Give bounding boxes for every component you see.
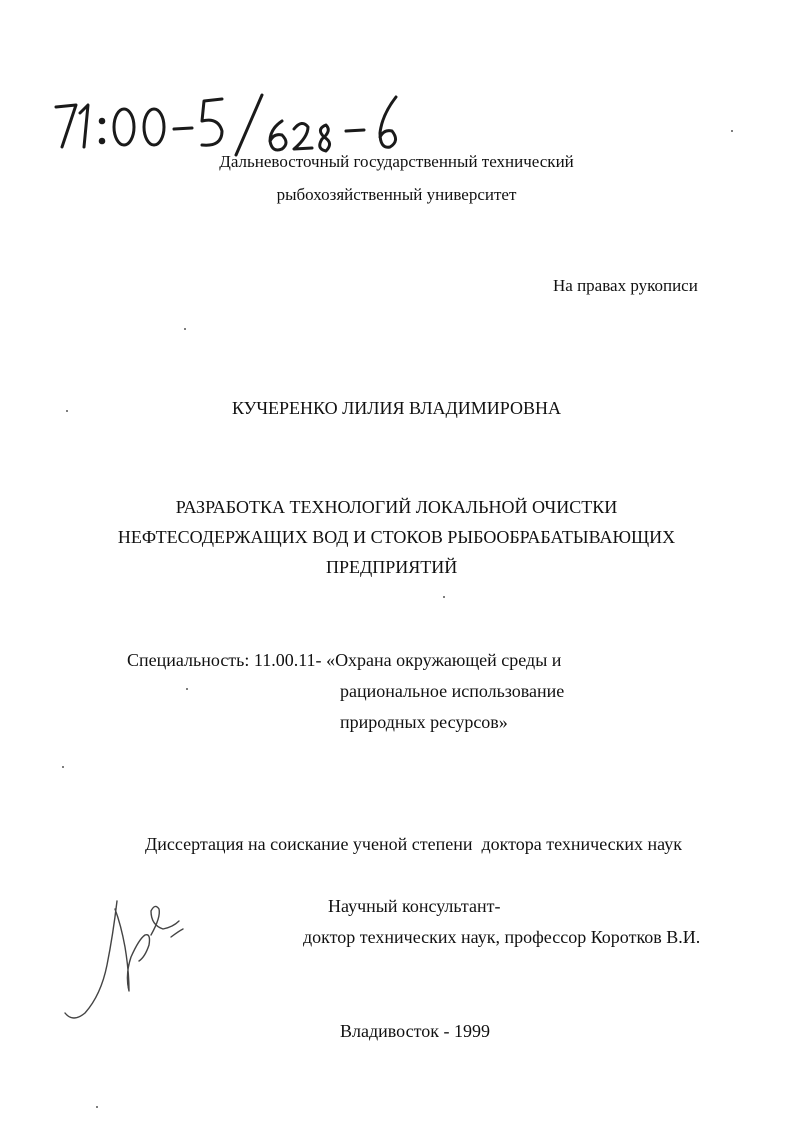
handwritten-signature [55,895,205,1025]
title-line-1: РАЗРАБОТКА ТЕХНОЛОГИЙ ЛОКАЛЬНОЙ ОЧИСТКИ [175,497,618,517]
specialty-name-line-2: рациональное использование [340,681,565,701]
specialty-code: 11.00.11- [253,650,322,670]
university-line-1: Дальневосточный государственный технический [219,152,574,171]
place-year: Владивосток - 1999 [340,1021,490,1041]
dissertation-note: Диссертация на соискание ученой степени доктора технических наук [145,834,682,854]
title-line-3: ПРЕДПРИЯТИЙ [326,557,458,577]
scan-speck [184,328,186,330]
consultant-label: Научный консультант- [328,896,501,916]
scan-speck [62,766,64,768]
title-line-2: НЕФТЕСОДЕРЖАЩИХ ВОД И СТОКОВ РЫБООБРАБАТЫВАЮЩИХ [117,527,676,547]
rights-note: На правах рукописи [553,276,698,295]
specialty-label: Специальность: [127,650,250,670]
university-line-2: рыбохозяйственный университет [276,185,517,204]
handwritten-archive-code [50,85,410,160]
consultant-name: доктор технических наук, профессор Коротков В.И. [303,927,701,947]
scan-speck [186,688,188,690]
scan-speck [443,596,445,598]
author-name: КУЧЕРЕНКО ЛИЛИЯ ВЛАДИМИРОВНА [231,398,562,418]
scan-speck [731,130,733,132]
specialty-name-line-1: «Охрана окружающей среды и [326,650,562,670]
scan-speck [96,1106,98,1108]
specialty-name-line-3: природных ресурсов» [340,712,508,732]
specialty-row [127,650,561,671]
scan-speck [66,410,68,412]
